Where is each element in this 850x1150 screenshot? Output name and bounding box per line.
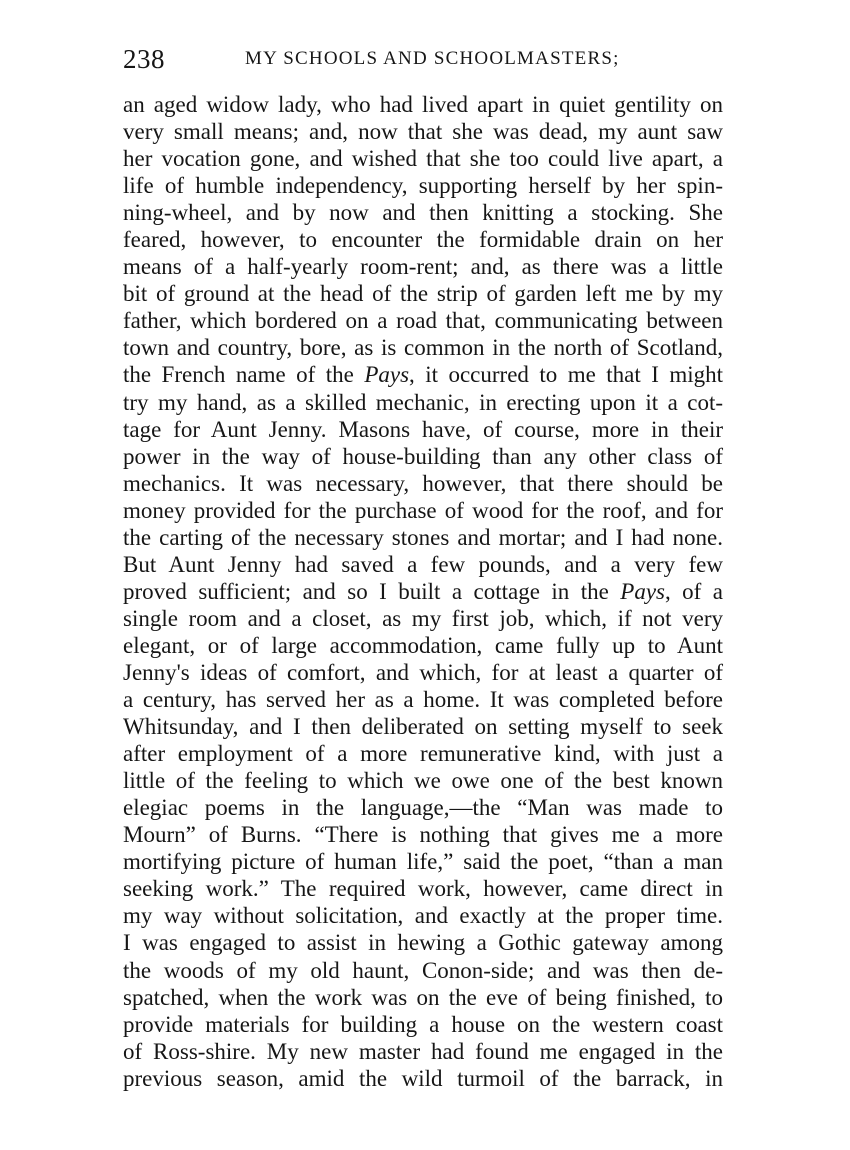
text-line: town and country, bore, as is common in the north of Scotland, xyxy=(123,335,723,361)
text-line: I was engaged to assist in hewing a Gothic gateway among xyxy=(123,930,723,956)
text-line: very small means; and, now that she was dead, my aunt saw xyxy=(123,119,723,145)
running-title: MY SCHOOLS AND SCHOOLMASTERS; xyxy=(245,48,620,69)
text-line: proved sufficient; and so I built a cottage in the Pays, of a xyxy=(123,578,723,604)
text-line: little of the feeling to which we owe one of the best known xyxy=(123,768,723,794)
running-head xyxy=(123,44,728,76)
text-line: after employment of a more remunerative kind, with just a xyxy=(123,741,723,767)
text-line: previous season, amid the wild turmoil of the barrack, in xyxy=(123,1065,723,1091)
page-number: 238 xyxy=(123,44,165,74)
text-line: an aged widow lady, who had lived apart in quiet gentility on xyxy=(123,92,723,117)
text-line: Whitsunday, and I then deliberated on setting myself to seek xyxy=(123,714,723,740)
text-line: elegiac poems in the language,—the “Man was made to xyxy=(123,795,723,821)
text-line: of Ross-shire. My new master had found me engaged in the xyxy=(123,1038,723,1064)
text-line: mortifying picture of human life,” said the poet, “than a man xyxy=(123,849,723,875)
text-line: seeking work.” The required work, however, came direct in xyxy=(123,876,723,902)
text-line: try my hand, as a skilled mechanic, in erecting upon it a cot- xyxy=(123,389,723,415)
text-line: elegant, or of large accommodation, came fully up to Aunt xyxy=(123,632,723,658)
text-line: bit of ground at the head of the strip of garden left me by my xyxy=(123,281,723,307)
text-line: the carting of the necessary stones and mortar; and I had none. xyxy=(123,524,723,550)
text-line: power in the way of house-building than any other class of xyxy=(123,443,723,469)
text-line: means of a half-yearly room-rent; and, as there was a little xyxy=(123,254,723,280)
text-line: ning-wheel, and by now and then knitting a stocking. She xyxy=(123,200,723,226)
text-line: a century, has served her as a home. It was completed before xyxy=(123,687,723,713)
text-line: tage for Aunt Jenny. Masons have, of course, more in their xyxy=(123,416,723,442)
text-line: provide materials for building a house on the western coast xyxy=(123,1011,723,1037)
italic-word: Pays xyxy=(620,578,665,604)
text-line: the French name of the Pays, it occurred to me that I might xyxy=(123,362,724,388)
text-line: Mourn” of Burns. “There is nothing that gives me a more xyxy=(123,822,723,848)
text-line: father, which bordered on a road that, communicating between xyxy=(123,308,723,334)
text-line: mechanics. It was necessary, however, that there should be xyxy=(123,470,723,496)
text-line: money provided for the purchase of wood for the roof, and for xyxy=(123,497,723,523)
text-line: life of humble independency, supporting herself by her spin- xyxy=(123,173,723,199)
text-line: But Aunt Jenny had saved a few pounds, and a very few xyxy=(123,551,723,577)
text-line: my way without solicitation, and exactly at the proper time. xyxy=(123,903,723,929)
text-line: the woods of my old haunt, Conon-side; and was then de- xyxy=(123,957,723,983)
text-line: single room and a closet, as my first job, which, if not very xyxy=(123,605,723,631)
text-line: feared, however, to encounter the formidable drain on her xyxy=(123,227,723,253)
text-line: Jenny's ideas of comfort, and which, for at least a quarter of xyxy=(123,659,723,685)
text-line: her vocation gone, and wished that she too could live apart, a xyxy=(123,146,723,172)
italic-word: Pays xyxy=(364,362,410,388)
text-line: spatched, when the work was on the eve of being finished, to xyxy=(123,984,723,1010)
body-text xyxy=(123,91,723,1092)
